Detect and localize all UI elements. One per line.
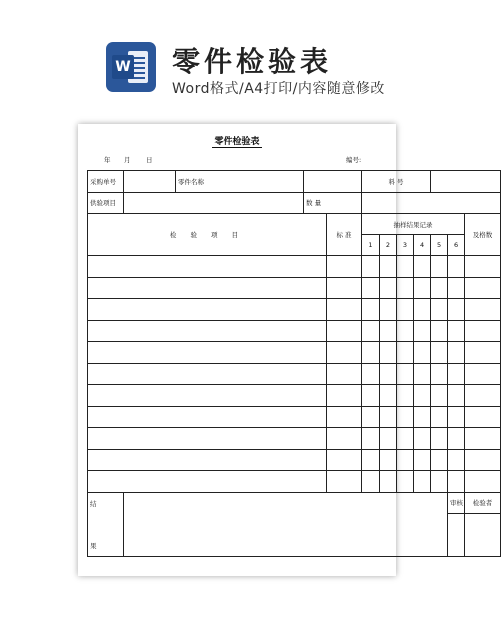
inspection-row bbox=[88, 406, 501, 428]
sample-result-cell[interactable] bbox=[362, 320, 380, 342]
header-row-2 bbox=[88, 192, 501, 214]
inspection-item-cell[interactable] bbox=[88, 385, 327, 407]
sample-col-1: 1 bbox=[362, 235, 380, 256]
pass-count-cell[interactable] bbox=[465, 363, 501, 385]
sample-col-3: 3 bbox=[397, 235, 414, 256]
sample-result-cell[interactable] bbox=[397, 471, 414, 493]
sample-result-cell[interactable] bbox=[448, 449, 465, 471]
standard-cell[interactable] bbox=[327, 449, 362, 471]
result-field[interactable] bbox=[124, 492, 448, 557]
sample-result-cell[interactable] bbox=[362, 471, 380, 493]
pass-count-header: 及格数 bbox=[465, 214, 501, 256]
sample-result-cell[interactable] bbox=[431, 428, 448, 450]
standard-cell[interactable] bbox=[327, 428, 362, 450]
sample-result-cell[interactable] bbox=[380, 428, 397, 450]
standard-cell[interactable] bbox=[327, 320, 362, 342]
review-signature-field[interactable] bbox=[448, 514, 465, 557]
inspection-row bbox=[88, 449, 501, 471]
sample-result-cell[interactable] bbox=[397, 256, 414, 278]
sample-result-cell[interactable] bbox=[414, 277, 431, 299]
form-title: 零件检验表 bbox=[214, 137, 260, 147]
quantity-label: 数 量 bbox=[304, 192, 362, 214]
supplier-field[interactable] bbox=[124, 192, 304, 214]
sample-result-cell[interactable] bbox=[362, 277, 380, 299]
sample-col-2: 2 bbox=[380, 235, 397, 256]
sample-result-cell[interactable] bbox=[362, 428, 380, 450]
sample-result-cell[interactable] bbox=[414, 406, 431, 428]
column-header-row-1 bbox=[88, 214, 501, 235]
result-row bbox=[88, 492, 501, 514]
inspection-row bbox=[88, 342, 501, 364]
standard-cell[interactable] bbox=[327, 342, 362, 364]
pass-count-cell[interactable] bbox=[465, 277, 501, 299]
sample-result-cell[interactable] bbox=[397, 342, 414, 364]
result-label-cell bbox=[88, 492, 124, 557]
sample-result-cell[interactable] bbox=[448, 471, 465, 493]
quantity-field[interactable] bbox=[362, 192, 501, 214]
sample-result-cell[interactable] bbox=[380, 277, 397, 299]
sample-result-cell[interactable] bbox=[380, 363, 397, 385]
banner-subtitle: Word格式/A4打印/内容随意修改 bbox=[172, 81, 385, 97]
sample-result-cell[interactable] bbox=[397, 277, 414, 299]
inspection-row bbox=[88, 299, 501, 321]
number-label: 编号: bbox=[346, 156, 362, 164]
inspection-item-cell[interactable] bbox=[88, 428, 327, 450]
day-label: 日 bbox=[146, 156, 153, 164]
sample-result-cell[interactable] bbox=[362, 256, 380, 278]
sample-result-cell[interactable] bbox=[448, 342, 465, 364]
pass-count-cell[interactable] bbox=[465, 449, 501, 471]
sample-result-cell[interactable] bbox=[414, 299, 431, 321]
inspection-row bbox=[88, 277, 501, 299]
inspection-table bbox=[87, 170, 501, 557]
pass-count-cell[interactable] bbox=[465, 342, 501, 364]
word-doc-icon bbox=[106, 42, 156, 92]
inspection-item-cell[interactable] bbox=[88, 299, 327, 321]
material-no-label: 料 号 bbox=[362, 171, 431, 193]
standard-cell[interactable] bbox=[327, 256, 362, 278]
sample-col-4: 4 bbox=[414, 235, 431, 256]
header-row-1 bbox=[88, 171, 501, 193]
sample-result-cell[interactable] bbox=[431, 342, 448, 364]
sample-result-cell[interactable] bbox=[448, 363, 465, 385]
sample-result-cell[interactable] bbox=[414, 428, 431, 450]
inspection-item-cell[interactable] bbox=[88, 363, 327, 385]
sample-result-cell[interactable] bbox=[380, 256, 397, 278]
sample-result-cell[interactable] bbox=[397, 428, 414, 450]
sample-result-cell[interactable] bbox=[448, 428, 465, 450]
sample-result-cell[interactable] bbox=[397, 299, 414, 321]
part-name-field[interactable] bbox=[304, 171, 362, 193]
inspection-item-cell[interactable] bbox=[88, 342, 327, 364]
sample-result-cell[interactable] bbox=[414, 256, 431, 278]
pass-count-cell[interactable] bbox=[465, 385, 501, 407]
sample-result-cell[interactable] bbox=[448, 385, 465, 407]
sample-result-cell[interactable] bbox=[380, 406, 397, 428]
banner-title: 零件检验表 bbox=[172, 45, 333, 78]
sample-result-cell[interactable] bbox=[431, 256, 448, 278]
result-label-2: 果 bbox=[90, 542, 97, 550]
inspection-item-cell[interactable] bbox=[88, 449, 327, 471]
review-label: 审核 bbox=[448, 492, 465, 514]
sample-result-cell[interactable] bbox=[431, 320, 448, 342]
sample-result-cell[interactable] bbox=[448, 277, 465, 299]
sample-result-cell[interactable] bbox=[414, 449, 431, 471]
inspection-item-cell[interactable] bbox=[88, 406, 327, 428]
standard-cell[interactable] bbox=[327, 471, 362, 493]
pass-count-cell[interactable] bbox=[465, 406, 501, 428]
purchase-no-label: 采购单号 bbox=[88, 171, 124, 193]
sample-result-cell[interactable] bbox=[362, 385, 380, 407]
document-page bbox=[78, 124, 493, 576]
sample-result-cell[interactable] bbox=[362, 406, 380, 428]
standard-cell[interactable] bbox=[327, 406, 362, 428]
inspection-item-cell[interactable] bbox=[88, 277, 327, 299]
inspection-row bbox=[88, 363, 501, 385]
sample-result-cell[interactable] bbox=[414, 342, 431, 364]
sample-result-cell[interactable] bbox=[431, 299, 448, 321]
sample-result-cell[interactable] bbox=[448, 320, 465, 342]
purchase-no-field[interactable] bbox=[124, 171, 176, 193]
inspection-row bbox=[88, 385, 501, 407]
standard-cell[interactable] bbox=[327, 385, 362, 407]
sample-result-cell[interactable] bbox=[380, 449, 397, 471]
standard-cell[interactable] bbox=[327, 299, 362, 321]
sample-result-cell[interactable] bbox=[431, 385, 448, 407]
sample-result-cell[interactable] bbox=[414, 320, 431, 342]
material-no-field[interactable] bbox=[431, 171, 501, 193]
pass-count-cell[interactable] bbox=[465, 471, 501, 493]
sample-result-cell[interactable] bbox=[397, 363, 414, 385]
inspection-item-cell[interactable] bbox=[88, 256, 327, 278]
year-label: 年 bbox=[104, 156, 111, 164]
inspector-signature-field[interactable] bbox=[465, 514, 501, 557]
sample-result-cell[interactable] bbox=[362, 449, 380, 471]
pass-count-cell[interactable] bbox=[465, 428, 501, 450]
sample-result-cell[interactable] bbox=[448, 406, 465, 428]
pass-count-cell[interactable] bbox=[465, 320, 501, 342]
supplier-label: 供验项目 bbox=[88, 192, 124, 214]
sample-result-cell[interactable] bbox=[362, 342, 380, 364]
inspection-row bbox=[88, 471, 501, 493]
month-label: 月 bbox=[124, 156, 131, 164]
sample-result-cell[interactable] bbox=[380, 385, 397, 407]
inspection-row bbox=[88, 256, 501, 278]
sample-result-cell[interactable] bbox=[431, 471, 448, 493]
sample-result-cell[interactable] bbox=[380, 471, 397, 493]
sample-result-cell[interactable] bbox=[414, 363, 431, 385]
result-label-1: 结 bbox=[90, 499, 97, 508]
sample-result-cell[interactable] bbox=[362, 363, 380, 385]
inspection-row bbox=[88, 320, 501, 342]
inspector-label: 检验者 bbox=[465, 492, 501, 514]
sample-result-cell[interactable] bbox=[431, 363, 448, 385]
pass-count-cell[interactable] bbox=[465, 299, 501, 321]
sample-result-cell[interactable] bbox=[380, 299, 397, 321]
sample-result-cell[interactable] bbox=[448, 256, 465, 278]
sample-result-cell[interactable] bbox=[431, 449, 448, 471]
inspection-item-header: 检 验 项 目 bbox=[88, 214, 327, 256]
sample-result-cell[interactable] bbox=[362, 299, 380, 321]
sample-col-6: 6 bbox=[448, 235, 465, 256]
sample-result-cell[interactable] bbox=[431, 406, 448, 428]
sample-result-cell[interactable] bbox=[397, 385, 414, 407]
pass-count-cell[interactable] bbox=[465, 256, 501, 278]
inspection-item-cell[interactable] bbox=[88, 471, 327, 493]
sample-result-cell[interactable] bbox=[380, 320, 397, 342]
word-letter-badge: W bbox=[112, 55, 134, 79]
inspection-item-cell[interactable] bbox=[88, 320, 327, 342]
standard-header: 标 准 bbox=[327, 214, 362, 256]
sample-result-cell[interactable] bbox=[397, 406, 414, 428]
sample-result-cell[interactable] bbox=[431, 277, 448, 299]
sample-result-cell[interactable] bbox=[414, 471, 431, 493]
part-name-label: 零件名称 bbox=[176, 171, 304, 193]
sample-result-cell[interactable] bbox=[397, 320, 414, 342]
promo-banner bbox=[0, 36, 474, 100]
sampling-header: 抽样结果记录 bbox=[362, 214, 465, 235]
sample-result-cell[interactable] bbox=[397, 449, 414, 471]
sample-result-cell[interactable] bbox=[448, 299, 465, 321]
standard-cell[interactable] bbox=[327, 363, 362, 385]
standard-cell[interactable] bbox=[327, 277, 362, 299]
sample-result-cell[interactable] bbox=[380, 342, 397, 364]
sample-result-cell[interactable] bbox=[414, 385, 431, 407]
sample-col-5: 5 bbox=[431, 235, 448, 256]
inspection-row bbox=[88, 428, 501, 450]
